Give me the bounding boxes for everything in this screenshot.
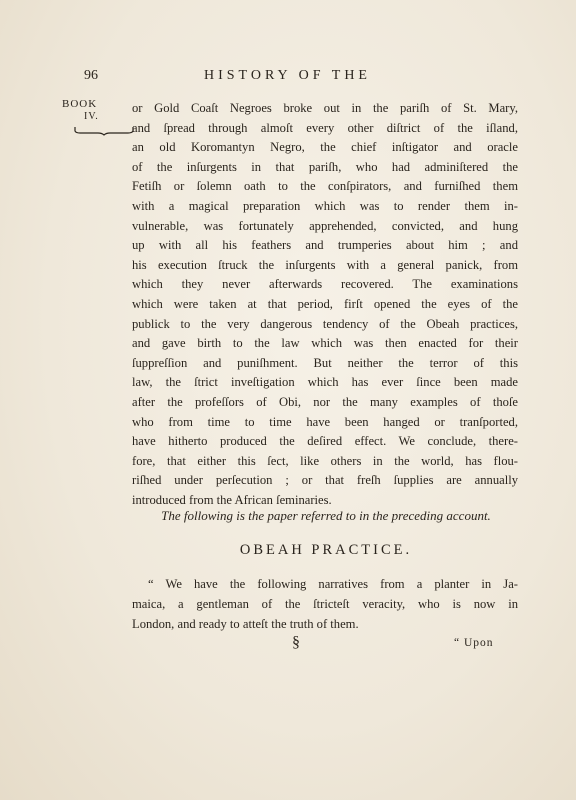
body-line: and gave birth to the law which was then enacted for their bbox=[132, 336, 518, 351]
body-paragraph bbox=[132, 99, 518, 510]
quote-paragraph bbox=[132, 574, 518, 634]
body-line: an old Koromantyn Negro, the chief inſtigator and oracle bbox=[132, 140, 518, 155]
body-line: after the profeſſors of Obi, nor the many examples of thoſe bbox=[132, 394, 518, 409]
intro-line: The following is the paper referred to in the preceding account. bbox=[161, 508, 491, 523]
running-title: HISTORY OF THE bbox=[204, 68, 371, 83]
section-title: OBEAH PRACTICE. bbox=[239, 542, 413, 558]
body-line: vulnerable, was fortunately apprehended, convicted, and hung bbox=[132, 218, 518, 233]
book-number: IV. bbox=[84, 111, 99, 122]
margin-note bbox=[62, 98, 132, 136]
body-line: which they never afterwards recovered. The examinations bbox=[132, 277, 518, 292]
body-line: have hitherto produced the deſired effect. We conclude, there- bbox=[132, 434, 518, 449]
body-line: and ſpread through almoſt every other diſtrict of the iſland, bbox=[132, 120, 518, 135]
body-line: up with all his feathers and trumperies about him ; and bbox=[132, 238, 518, 253]
margin-brace-icon bbox=[74, 126, 134, 136]
body-line: of the inſurgents in that pariſh, who had adminiſtered the bbox=[132, 159, 518, 174]
body-line: fore, that either this ſect, like others in the world, has flou- bbox=[132, 453, 518, 468]
quote-line: “ We have the following narratives from a planter in Ja- bbox=[148, 577, 518, 591]
body-line: introduced from the African ſeminaries. bbox=[132, 492, 332, 507]
body-line: or Gold Coaſt Negroes broke out in the pariſh of St. Mary, bbox=[132, 101, 518, 115]
body-line: riſhed under perſecution ; or that freſh ſupplies are annually bbox=[132, 473, 518, 488]
quote-line: maica, a gentleman of the ſtricteſt veracity, who is now in bbox=[132, 597, 518, 611]
body-line: who from time to time have been hanged or tranſported, bbox=[132, 414, 518, 429]
catchword: “ Upon bbox=[454, 637, 494, 649]
page-number: 96 bbox=[84, 68, 98, 83]
quote-line: London, and ready to atteſt the truth of them. bbox=[132, 617, 359, 631]
body-line: ſuppreſſion and puniſhment. But neither the terror of this bbox=[132, 355, 518, 370]
body-line: publick to the very dangerous tendency of the Obeah practices, bbox=[132, 316, 518, 331]
book-label: BOOK bbox=[62, 98, 98, 110]
body-line: Fetiſh or ſolemn oath to the conſpirators, and furniſhed them bbox=[132, 179, 518, 194]
body-line: with a magical preparation which was to render them in- bbox=[132, 198, 518, 213]
body-line: which were taken at that period, firſt opened the eyes of the bbox=[132, 296, 518, 311]
body-line: law, the ſtrict inveſtigation which has ever ſince been made bbox=[132, 375, 518, 390]
body-line: his execution ſtruck the inſurgents with a general panick, from bbox=[132, 257, 518, 272]
signature-mark: § bbox=[292, 634, 300, 651]
running-head bbox=[84, 68, 516, 88]
